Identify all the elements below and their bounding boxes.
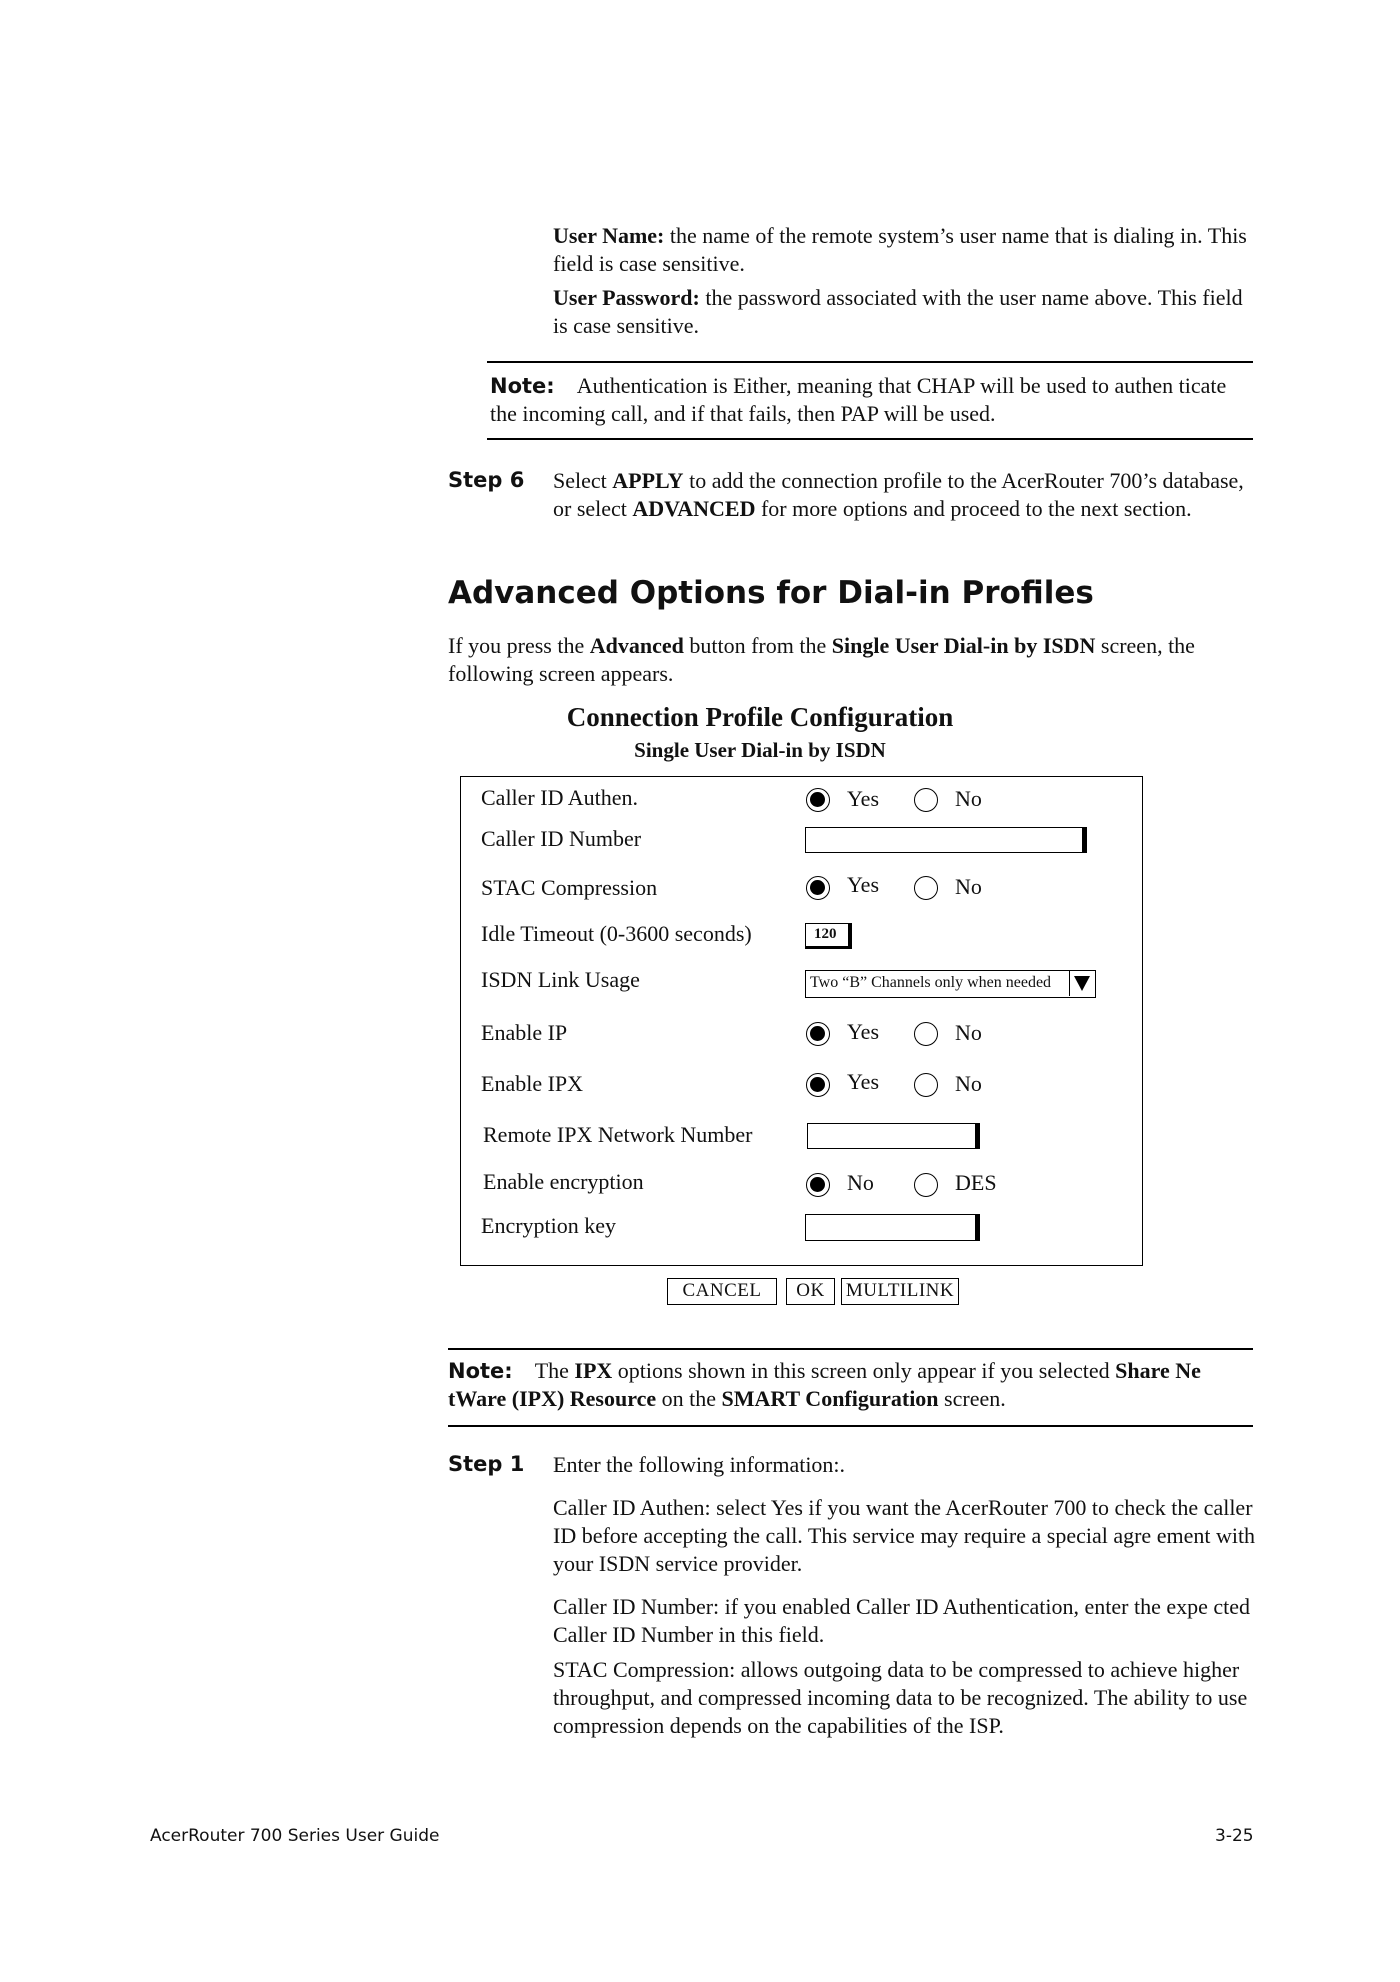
step1-label: Step 1 — [448, 1452, 525, 1476]
screen-subtitle: Single User Dial-in by ISDN — [634, 738, 886, 762]
caller-id-authen-no-radio[interactable] — [914, 788, 938, 812]
enable-ipx-yes-radio[interactable] — [806, 1073, 830, 1097]
page-number: 3-25 — [1215, 1826, 1254, 1846]
enable-ipx-label: Enable IPX — [481, 1071, 584, 1096]
step6-t1: Select — [553, 468, 613, 493]
stac-yes-radio[interactable] — [806, 876, 830, 900]
share-netware-keyword: Share Ne tWare (IPX) Resource — [448, 1358, 1201, 1411]
user-password-text: the password associated with the user name above. This field is case sensitive. — [553, 285, 1243, 338]
stac-yes-label: Yes — [847, 872, 880, 897]
note1-bottom-rule — [487, 438, 1253, 440]
encryption-key-input[interactable] — [805, 1214, 980, 1241]
step6-t2: to add the connection profile to the AcerRouter 700’s database, or select — [553, 468, 1244, 521]
smart-config-keyword: SMART Configuration — [721, 1386, 939, 1411]
note1-label: Note: — [490, 374, 555, 398]
user-name-label: User Name: — [553, 223, 665, 248]
encryption-key-label: Encryption key — [481, 1213, 617, 1238]
step1-paragraph-1: Caller ID Authen: select Yes if you want the AcerRouter 700 to check the caller ID before accepting the call. This service may require a special agre ement with your ISDN service provider. — [553, 1495, 1256, 1576]
caller-id-authen-no-label: No — [955, 786, 982, 811]
section-intro-t1: If you press the — [448, 633, 590, 658]
note1-text: Authentication is Either, meaning that CHAP will be used to authen ticate the incoming call, and if that fails, then PAP will be used. — [490, 373, 1227, 426]
advanced-button-ref: Advanced — [589, 633, 684, 658]
note2 — [448, 1357, 1253, 1413]
step1-paragraph-2: Caller ID Number: if you enabled Caller ID Authentication, enter the expe cted Caller ID Number in this field. — [553, 1594, 1251, 1647]
caller-id-authen-label: Caller ID Authen. — [481, 785, 639, 810]
note2-t4: screen. — [938, 1386, 1006, 1411]
stac-no-label: No — [955, 874, 982, 899]
note2-t2: options shown in this screen only appear if you selected — [612, 1358, 1116, 1383]
enable-ip-no-label: No — [955, 1020, 982, 1045]
footer-title: AcerRouter 700 Series User Guide — [150, 1826, 440, 1846]
isdn-link-usage-value: Two “B” Channels only when needed — [810, 974, 1052, 991]
screen-ref: Single User Dial-in by ISDN — [831, 633, 1096, 658]
encryption-no-radio[interactable] — [806, 1173, 830, 1197]
stac-compression-label: STAC Compression — [481, 875, 658, 900]
remote-ipx-network-input[interactable] — [807, 1123, 980, 1149]
note2-t1: The — [534, 1358, 575, 1383]
isdn-link-usage-label: ISDN Link Usage — [481, 967, 640, 992]
idle-timeout-label: Idle Timeout (0-3600 seconds) — [481, 921, 752, 946]
dropdown-arrow-icon[interactable] — [1069, 971, 1095, 996]
user-name-text: the name of the remote system’s user name that is dialing in. This field is case sensitive. — [553, 223, 1247, 276]
user-password-label: User Password: — [553, 285, 700, 310]
idle-timeout-input[interactable]: 120 — [805, 923, 852, 949]
enable-ip-label: Enable IP — [481, 1020, 568, 1045]
multilink-button[interactable]: MULTILINK — [841, 1278, 959, 1305]
caller-id-number-label: Caller ID Number — [481, 826, 642, 851]
encryption-no-label: No — [847, 1170, 874, 1195]
encryption-des-label: DES — [955, 1170, 997, 1195]
encryption-des-radio[interactable] — [914, 1173, 938, 1197]
note1 — [490, 372, 1250, 428]
note2-label: Note: — [448, 1359, 513, 1383]
enable-encryption-label: Enable encryption — [483, 1169, 644, 1194]
screen-title: Connection Profile Configuration — [566, 702, 954, 732]
cancel-button[interactable]: CANCEL — [667, 1278, 777, 1305]
enable-ipx-no-radio[interactable] — [914, 1073, 938, 1097]
ok-button[interactable]: OK — [786, 1278, 835, 1305]
enable-ip-yes-radio[interactable] — [806, 1022, 830, 1046]
note2-bottom-rule — [448, 1425, 1253, 1427]
connection-profile-panel — [460, 776, 1143, 1266]
enable-ipx-no-label: No — [955, 1071, 982, 1096]
caller-id-authen-yes-radio[interactable] — [806, 788, 830, 812]
section-heading: Advanced Options for Dial-in Profiles — [448, 575, 1094, 611]
caller-id-number-input[interactable] — [805, 827, 1087, 853]
ipx-keyword: IPX — [574, 1358, 613, 1383]
section-intro-t3: screen, the following screen appears. — [448, 633, 1195, 686]
user-name-definition — [553, 222, 1253, 278]
apply-keyword: APPLY — [612, 468, 684, 493]
isdn-link-usage-select[interactable] — [805, 970, 1096, 998]
section-intro — [448, 632, 1256, 688]
enable-ipx-yes-label: Yes — [847, 1069, 880, 1094]
enable-ip-yes-label: Yes — [847, 1019, 880, 1044]
step1-paragraph-3: STAC Compression: allows outgoing data to be compressed to achieve higher throughput, and compressed incoming data to be recognized. The ability to use compression depends on the capabilities of the ISP. — [553, 1657, 1248, 1738]
section-intro-t2: button from the — [683, 633, 832, 658]
user-password-definition — [553, 284, 1253, 340]
caller-id-authen-yes-label: Yes — [847, 786, 880, 811]
step1-text: Enter the following information:. — [553, 1452, 846, 1477]
step6-text — [553, 467, 1253, 523]
step6-t3: for more options and proceed to the next section. — [755, 496, 1192, 521]
note2-top-rule — [448, 1348, 1253, 1350]
advanced-keyword: ADVANCED — [632, 496, 756, 521]
note2-t3: on the — [656, 1386, 722, 1411]
stac-no-radio[interactable] — [914, 876, 938, 900]
step6-label: Step 6 — [448, 468, 525, 492]
note1-top-rule — [487, 361, 1253, 363]
remote-ipx-network-label: Remote IPX Network Number — [483, 1122, 753, 1147]
enable-ip-no-radio[interactable] — [914, 1022, 938, 1046]
